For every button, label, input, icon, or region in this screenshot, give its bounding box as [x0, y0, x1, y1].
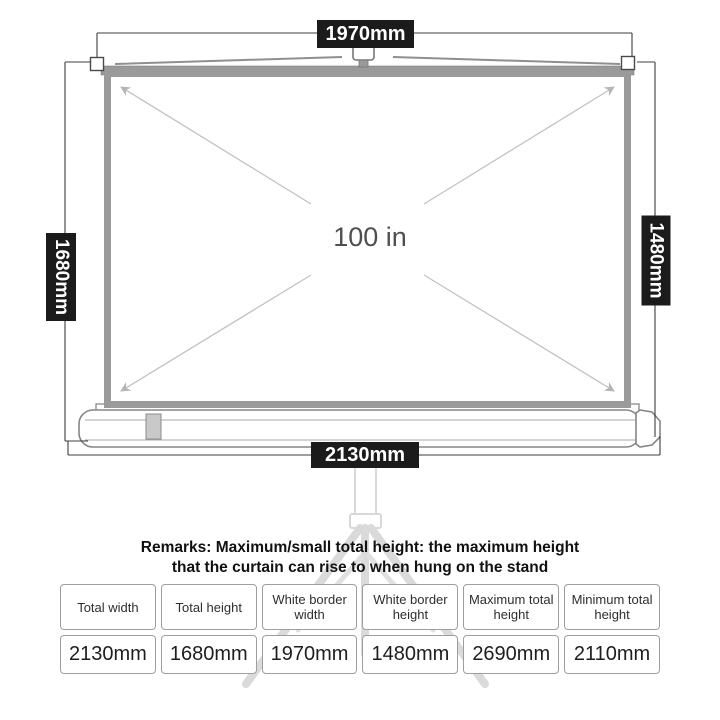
spec-value-total-width: 2130mm — [60, 635, 156, 674]
housing-clip — [146, 414, 161, 439]
spec-value-white-border-width: 1970mm — [262, 635, 358, 674]
spec-header-total-width: Total width — [60, 584, 156, 630]
spec-table-header-row — [60, 584, 660, 630]
housing-body — [79, 410, 640, 447]
corner-marker-left — [91, 58, 104, 71]
hanger-tab — [359, 60, 368, 67]
spec-table — [60, 584, 660, 674]
housing-end-cap — [636, 410, 660, 447]
corner-marker-right — [622, 57, 635, 70]
spec-header-white-border-width: White border width — [262, 584, 358, 630]
screen-housing — [79, 404, 660, 447]
spec-value-min-total-height: 2110mm — [564, 635, 660, 674]
remarks-line-2: that the curtain can rise to when hung on the stand — [171, 559, 549, 576]
dim-label-top-width: 1970mm — [318, 21, 413, 47]
dim-label-left-height: 1680mm — [47, 234, 75, 320]
spec-value-max-total-height: 2690mm — [463, 635, 559, 674]
dim-label-right-height: 1480mm — [643, 217, 670, 305]
spec-value-white-border-height: 1480mm — [362, 635, 458, 674]
screen-size-label: 100 in — [333, 222, 407, 252]
spec-header-max-total-height: Maximum total height — [463, 584, 559, 630]
spec-header-white-border-height: White border height — [362, 584, 458, 630]
spec-value-total-height: 1680mm — [161, 635, 257, 674]
dim-label-bottom-width: 2130mm — [312, 443, 418, 467]
remarks-line-1: Remarks: Maximum/small total height: the maximum height — [140, 539, 580, 556]
spec-header-min-total-height: Minimum total height — [564, 584, 660, 630]
remarks-text — [0, 538, 720, 578]
spec-header-total-height: Total height — [161, 584, 257, 630]
spec-table-value-row — [60, 635, 660, 674]
